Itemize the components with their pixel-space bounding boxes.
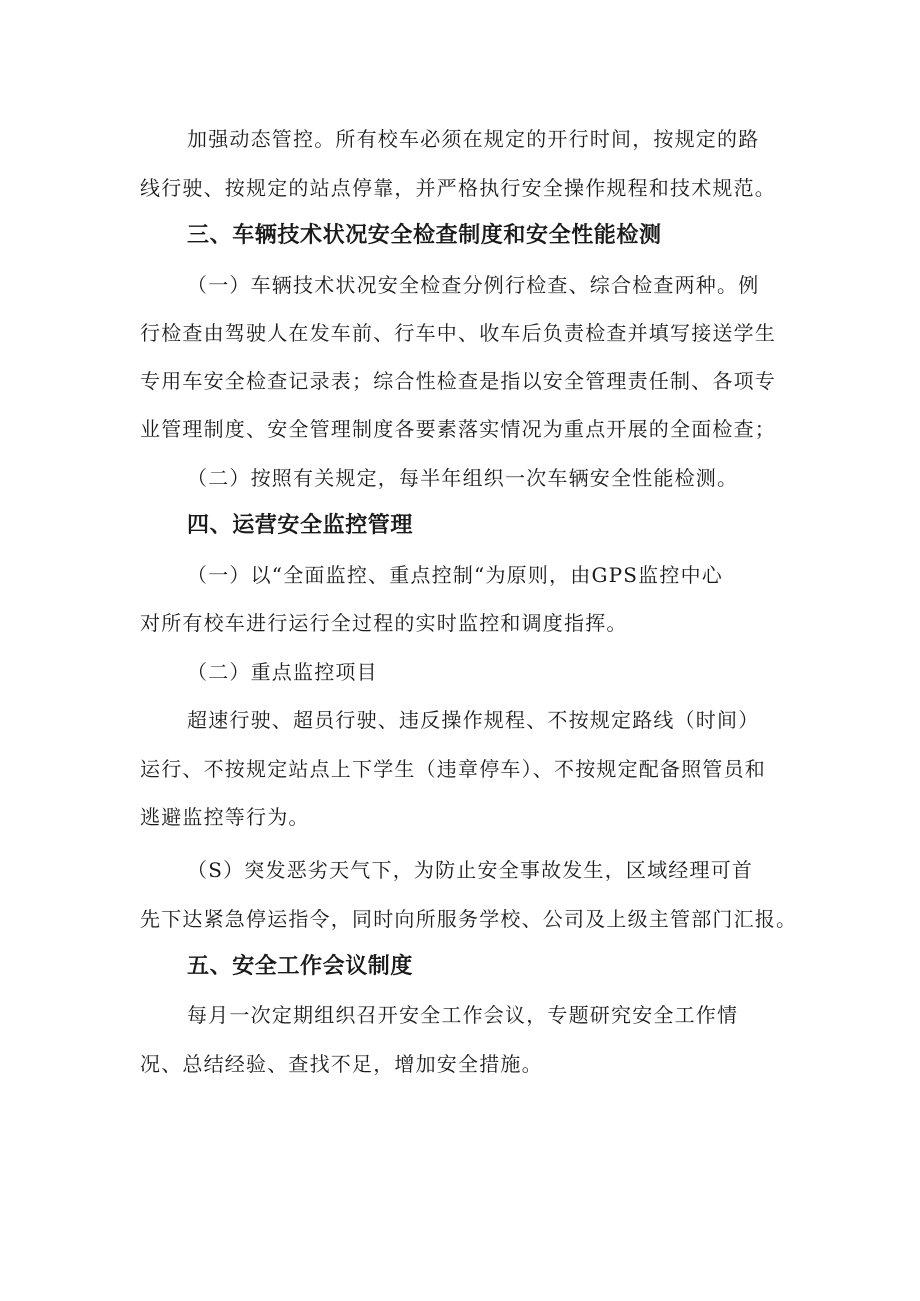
section-heading: 五、安全工作会议制度 [187, 954, 414, 979]
paragraph-line: 对所有校车进行运行全过程的实时监控和调度指挥。 [140, 611, 628, 635]
paragraph-line: （一）车辆技术状况安全检查分例行检查、综合检查两种。例 [187, 273, 760, 297]
paragraph-line: （一）以“全面监控、重点控制“为原则，由GPS监控中心 [187, 563, 723, 587]
paragraph-line: 超速行驶、超员行驶、违反操作规程、不按规定路线（时间） [187, 708, 760, 732]
paragraph-line: （二）按照有关规定，每半年组织一次车辆安全性能检测。 [187, 466, 739, 490]
paragraph-line: 逃避监控等行为。 [140, 805, 310, 829]
section-heading: 三、车辆技术状况安全检查制度和安全性能检测 [187, 223, 662, 248]
section-heading: 四、运营安全监控管理 [187, 513, 414, 538]
paragraph-line: 每月一次定期组织召开安全工作会议，专题研究安全工作情 [187, 1003, 739, 1027]
paragraph-line: 况、总结经验、查找不足，增加安全措施。 [140, 1052, 543, 1076]
paragraph-line: 运行、不按规定站点上下学生（违章停车）、不按规定配备照管员和 [140, 757, 766, 781]
paragraph-line: 加强动态管控。所有校车必须在规定的开行时间，按规定的路 [187, 127, 760, 151]
paragraph-line: （S）突发恶劣天气下，为防止安全事故发生，区域经理可首 [187, 858, 754, 882]
paragraph-line: 线行驶、按规定的站点停靠，并严格执行安全操作规程和技术规范。 [140, 176, 776, 200]
paragraph-line: 业管理制度、安全管理制度各要素落实情况为重点开展的全面检查； [140, 417, 776, 441]
paragraph-line: 先下达紧急停运指令，同时向所服务学校、公司及上级主管部门汇报。 [140, 907, 798, 931]
paragraph-line: 专用车安全检查记录表；综合性检查是指以安全管理责任制、各项专 [140, 369, 776, 393]
paragraph-line: （二）重点监控项目 [187, 660, 378, 684]
paragraph-line: 行检查由驾驶人在发车前、行车中、收车后负责检查并填写接送学生 [140, 321, 776, 345]
